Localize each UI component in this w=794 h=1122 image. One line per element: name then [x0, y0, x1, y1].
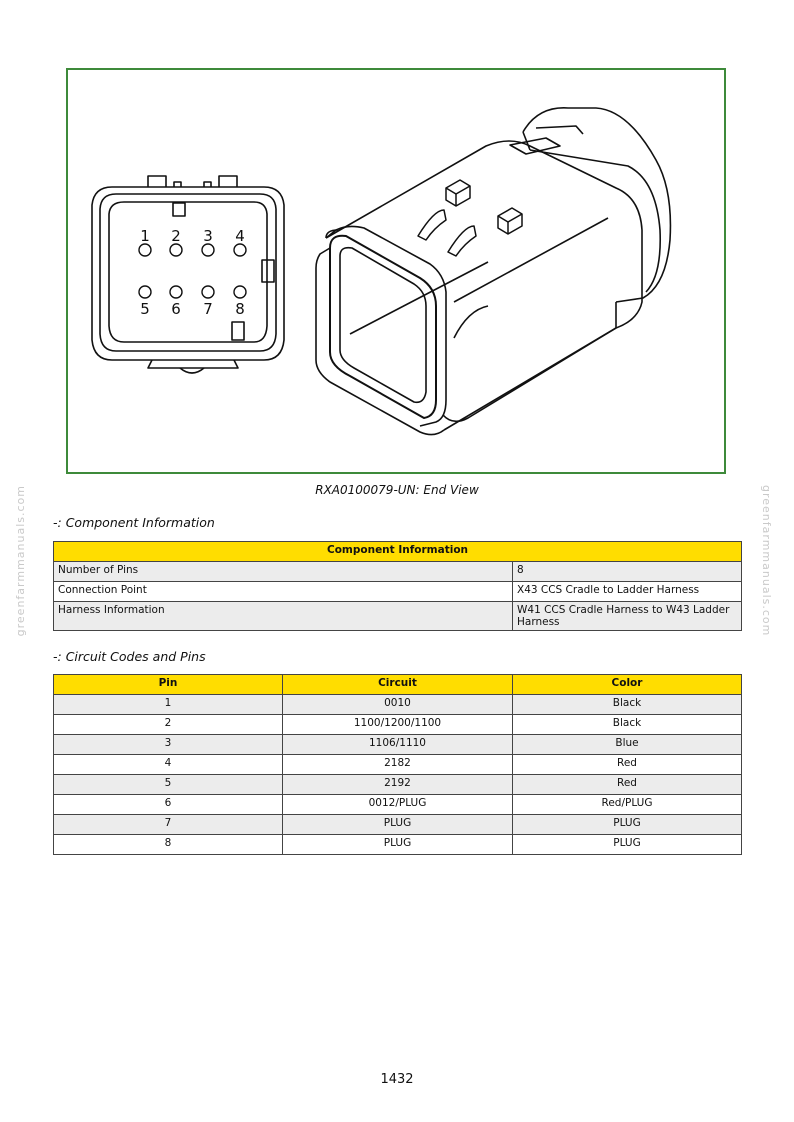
color-cell: Red/PLUG [513, 795, 742, 815]
row-label: Connection Point [54, 582, 513, 602]
table-row [54, 715, 742, 735]
circuit-cell: 1106/1110 [283, 735, 513, 755]
pin-cell: 4 [54, 755, 283, 775]
connector-figure [66, 68, 726, 474]
color-cell: Red [513, 775, 742, 795]
circuit-cell: PLUG [283, 815, 513, 835]
column-header-circuit: Circuit [283, 675, 513, 695]
color-cell: Black [513, 695, 742, 715]
circuit-cell: 2192 [283, 775, 513, 795]
pin-cell: 1 [54, 695, 283, 715]
table-row [54, 775, 742, 795]
watermark-left: greenfarmmanuals.com [14, 485, 27, 637]
pin-label-8: 8 [235, 300, 245, 318]
table-row [54, 562, 742, 582]
color-cell: PLUG [513, 835, 742, 855]
pin-cell: 5 [54, 775, 283, 795]
table-row [54, 795, 742, 815]
pin-cell: 3 [54, 735, 283, 755]
pin-label-6: 6 [171, 300, 181, 318]
color-cell: PLUG [513, 815, 742, 835]
pin-cell: 6 [54, 795, 283, 815]
table-row [54, 755, 742, 775]
pin-cell: 2 [54, 715, 283, 735]
figure-caption: RXA0100079-UN: End View [315, 483, 479, 497]
table-row [54, 695, 742, 715]
page-number: 1432 [380, 1072, 414, 1087]
component-section-title: -: Component Information [53, 515, 215, 530]
pin-label-7: 7 [203, 300, 213, 318]
circuit-cell: 0012/PLUG [283, 795, 513, 815]
circuit-pins-table [53, 674, 742, 855]
table-row [54, 815, 742, 835]
connector-drawing [68, 70, 724, 472]
color-cell: Black [513, 715, 742, 735]
circuit-cell: 0010 [283, 695, 513, 715]
connector-3d-view [316, 108, 670, 435]
pin-cell: 8 [54, 835, 283, 855]
component-info-table [53, 541, 742, 631]
circuit-cell: 2182 [283, 755, 513, 775]
color-cell: Red [513, 755, 742, 775]
row-label: Harness Information [54, 602, 513, 631]
row-label: Number of Pins [54, 562, 513, 582]
column-header-pin: Pin [54, 675, 283, 695]
table-row [54, 735, 742, 755]
circuit-cell: PLUG [283, 835, 513, 855]
row-value: X43 CCS Cradle to Ladder Harness [513, 582, 742, 602]
table-header-row [54, 542, 742, 562]
pin-cell: 7 [54, 815, 283, 835]
watermark-right: greenfarmmanuals.com [760, 485, 773, 637]
table-row [54, 602, 742, 631]
pin-label-2: 2 [171, 227, 181, 245]
pin-label-3: 3 [203, 227, 213, 245]
pin-label-1: 1 [140, 227, 150, 245]
component-info-header: Component Information [54, 542, 742, 562]
table-header-row [54, 675, 742, 695]
pin-label-5: 5 [140, 300, 150, 318]
column-header-color: Color [513, 675, 742, 695]
row-value: W41 CCS Cradle Harness to W43 Ladder Harness [513, 602, 742, 631]
row-value: 8 [513, 562, 742, 582]
circuit-cell: 1100/1200/1100 [283, 715, 513, 735]
connector-end-view [92, 176, 284, 373]
table-row [54, 835, 742, 855]
color-cell: Blue [513, 735, 742, 755]
circuit-section-title: -: Circuit Codes and Pins [53, 649, 206, 664]
pin-label-4: 4 [235, 227, 245, 245]
table-row [54, 582, 742, 602]
